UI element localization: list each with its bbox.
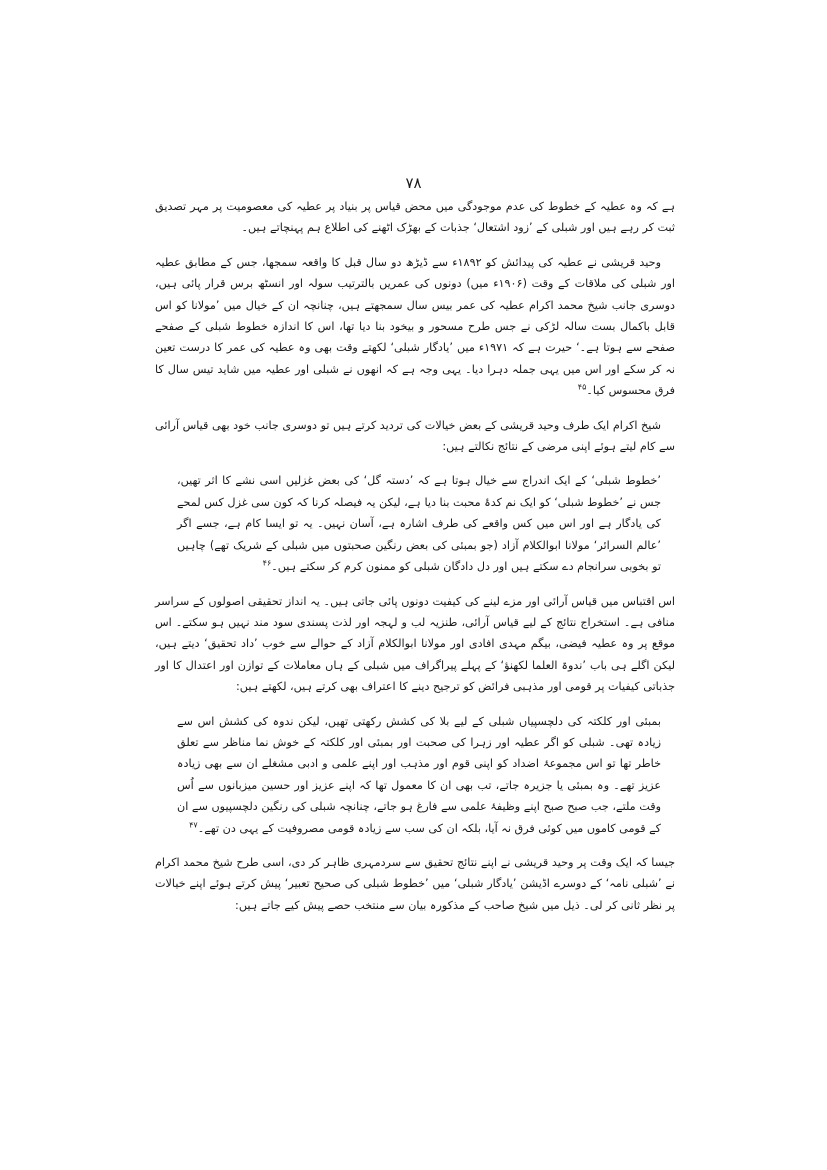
paragraph <box>155 196 675 239</box>
footnote-reference: ۴۷ <box>189 819 198 829</box>
paragraph-text: اس اقتباس میں قیاس آرائی اور مزے لینے کی کیفیت دونوں پائی جاتی ہیں۔ یہ انداز تحقیقی اصولوں کے سراسر منافی ہے۔ استخراج نتائج کے لیے قیاس آرائی، طنزیہ لب و لہجہ اور لذت پسندی سود مند نہیں ہو سکتے۔ اس موقع پر وہ عطیہ فیضی، بیگم مہدی افادی اور مولانا ابوالکلام آزاد کے حوالے سے خوب ’داد تحقیق‘ دیتے ہیں، لیکن اگلے ہی باب ’ندوۃ العلما لکھنؤ‘ کے پہلے پیراگراف میں شبلی کے ہاں معاملات کے توازن اور اعتدال کا اور جذباتی کیفیات پر قومی اور مذہبی فرائض کو ترجیح دینے کا اعتراف بھی کرتے ہیں، لکھتے ہیں: <box>155 594 675 694</box>
paragraph <box>155 415 675 458</box>
paragraph-text: وحید قریشی نے عطیہ کی پیدائش کو ۱۸۹۲ء سے ڈیڑھ دو سال قبل کا واقعہ سمجھا، جس کے مطابق عطیہ اور شبلی کی ملاقات کے وقت (۱۹۰۶ء میں) دونوں کی عمریں بالترتیب سولہ اور انسٹھ برس قرار پائی ہیں، دوسری جانب شیخ محمد اکرام عطیہ کی عمر بیس سال سمجھتے ہیں، چنانچہ ان کے خیال میں ’مولانا کو اس قابل باکمال بست سالہ لڑکی نے جس طرح مسحور و بیخود بنا دیا تھا، اس کا اندازہ خطوط شبلی کے صفحے صفحے سے ہوتا ہے۔‘ حیرت ہے کہ ۱۹۷۱ء میں ’یادگار شبلی‘ لکھتے وقت بھی وہ عطیہ کی عمر کا درست تعین نہ کر سکے اور اس میں یہی جملہ دہرا دیا۔ یہی وجہ ہے کہ انھوں نے شبلی اور عطیہ میں شاید تیس سال کا فرق محسوس کیا۔ <box>155 255 675 398</box>
paragraph-text: ’خطوط شبلی‘ کے ایک اندراج سے خیال ہوتا ہے کہ ’دستہ گل‘ کی بعض غزلیں اسی نشے کا اثر تھیں، جس نے ’خطوط شبلی‘ کو ایک نم کدۂ محبت بنا دیا ہے، لیکن یہ فیصلہ کرنا کہ کون سی غزل کس لمحے کی یادگار ہے اور اس میں کس واقعے کی طرف اشارہ ہے، آسان نہیں۔ یہ تو ایسا کام ہے، جسے اگر ’عالم السرائر‘ مولانا ابوالکلام آزاد (جو بمبئی کی بعض رنگین صحبتوں میں شبلی کے شریک تھے) چاہیں تو بخوبی سرانجام دے سکتے ہیں اور دل دادگان شبلی کو ممنون کرم کر سکتے ہیں۔ <box>177 474 661 574</box>
footnote-reference: ۴۶ <box>262 558 272 568</box>
paragraph-text: شیخ اکرام ایک طرف وحید قریشی کے بعض خیالات کی تردید کرتے ہیں تو دوسری جانب خود بھی قیاس آرائی سے کام لیتے ہوئے اپنی مرضی کے نتائج نکالتے ہیں: <box>155 418 675 454</box>
block-quote <box>177 470 661 577</box>
block-quote <box>177 711 661 839</box>
paragraph-text: جیسا کہ ایک وقت پر وحید قریشی نے اپنے نتائج تحقیق سے سردمہری ظاہر کر دی، اسی طرح شیخ محمد اکرام نے ’شبلی نامہ‘ کے دوسرے اڈیشن ’یادگار شبلی‘ میں ’خطوط شبلی کی صحیح تعبیر‘ پیش کرتے ہوئے اپنے خیالات پر نظر ثانی کر لی۔ ذیل میں شیخ صاحب کے مذکورہ بیان سے منتخب حصے پیش کیے جاتے ہیں: <box>155 855 675 912</box>
page-number: ۷۸ <box>405 174 422 192</box>
footnote-reference: ۴۵ <box>577 382 587 392</box>
paragraph <box>155 852 675 916</box>
paragraph-text: ہے کہ وہ عطیہ کے خطوط کی عدم موجودگی میں محض قیاس پر بنیاد پر عطیہ کی معصومیت پر مہر تصدیق ثبت کر رہے ہیں اور شبلی کے ’زود اشتعال‘ جذبات کے بھڑک اٹھنے کی اطلاع ہم پہنچاتے ہیں۔ <box>155 200 675 235</box>
paragraph <box>155 591 675 698</box>
paragraph <box>155 252 675 402</box>
body-text <box>155 196 675 929</box>
paragraph-text: بمبئی اور کلکتہ کی دلچسپیاں شبلی کے لیے بلا کی کشش رکھتی تھیں، لیکن ندوہ کی کشش اس سے زیادہ تھی۔ شبلی کو اگر عطیہ اور زہرا کی صحبت اور بمبئی اور کلکتہ کے خوش نما مناظر سے تعلق خاطر تھا تو اس مجموعۂ اضداد کو اپنی قوم اور مذہب اور اپنے علمی و ادبی مشغلے ان سے بھی زیادہ عزیز تھے۔ وہ بمبئی یا جزیرہ جاتے، تب بھی ان کا معمول تھا کہ اپنے عزیز اور حسین میزبانوں سے اُس وقت ملتے، جب صبح صبح اپنے وظیفۂ علمی سے فارغ ہو جاتے، چنانچہ شبلی کی رنگین دلچسپیوں سے ان کے قومی کاموں میں کوئی فرق نہ آیا، بلکہ ان کی سب سے زیادہ قومی مصروفیت کے یہی دن تھے۔ <box>177 714 661 835</box>
